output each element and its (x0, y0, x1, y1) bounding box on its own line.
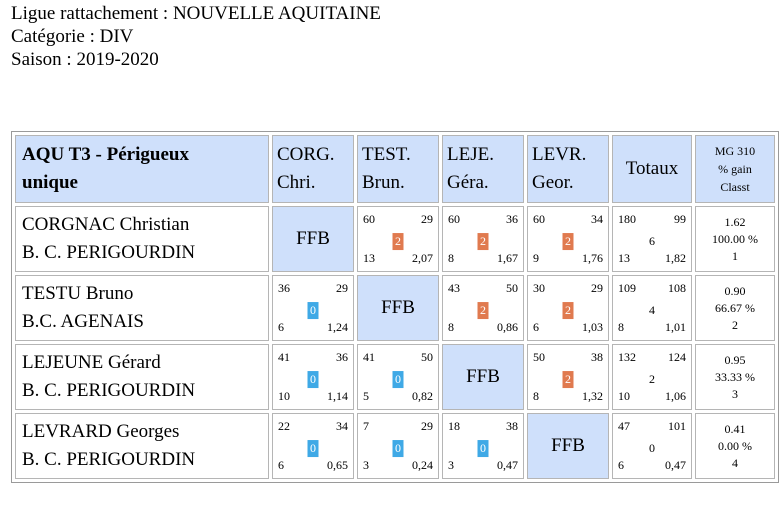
rank: 3 (732, 386, 738, 401)
score-cell (442, 206, 524, 272)
player-name: LEJEUNE Gérard (22, 352, 161, 373)
total-average: 1,01 (665, 320, 686, 334)
ligue-line: Ligue rattachement : NOUVELLE AQUITAINE (11, 3, 381, 24)
points-against: 38 (591, 350, 603, 364)
stat-header (695, 135, 775, 203)
average-value: 1,76 (582, 251, 603, 265)
total-innings: 8 (618, 320, 624, 334)
innings-count: 3 (363, 458, 369, 472)
categorie-line: Catégorie : DIV (11, 26, 134, 47)
column-header-line1: LEJE. (447, 144, 494, 165)
points-for: 18 (448, 419, 460, 433)
player-cell (15, 206, 269, 272)
innings-count: 8 (533, 389, 539, 403)
rank: 1 (732, 248, 738, 263)
points-against: 38 (506, 419, 518, 433)
average-value: 2,07 (412, 251, 433, 265)
total-match-points: 6 (649, 234, 655, 249)
player-cell (15, 413, 269, 479)
pct-gain: 33.33 % (715, 369, 755, 384)
innings-count: 5 (363, 389, 369, 403)
player-cell (15, 275, 269, 341)
player-name: TESTU Bruno (22, 283, 134, 304)
mg-value: 0.41 (724, 421, 746, 436)
column-header (442, 135, 524, 203)
points-against: 29 (421, 212, 433, 226)
points-for: 60 (363, 212, 375, 226)
total-innings: 13 (618, 251, 630, 265)
column-header-line2: Géra. (447, 172, 489, 193)
average-value: 0,24 (412, 458, 433, 472)
stat-cell (695, 344, 775, 410)
column-header-line1: TEST. (362, 144, 411, 165)
score-cell (442, 413, 524, 479)
ffb-cell: FFB (442, 344, 524, 410)
team-header (15, 135, 269, 203)
match-points-badge: 2 (563, 371, 574, 388)
points-for: 41 (363, 350, 375, 364)
stat-cell (695, 413, 775, 479)
total-points-against: 101 (668, 419, 686, 433)
points-for: 50 (533, 350, 545, 364)
player-club: B. C. PERIGOURDIN (22, 380, 196, 401)
points-against: 29 (336, 281, 348, 295)
average-value: 0,47 (497, 458, 518, 472)
score-cell (527, 344, 609, 410)
table-row (15, 275, 775, 341)
table-row (15, 206, 775, 272)
total-innings: 6 (618, 458, 624, 472)
total-average: 1,82 (665, 251, 686, 265)
average-value: 1,24 (327, 320, 348, 334)
score-cell (527, 206, 609, 272)
innings-count: 8 (448, 251, 454, 265)
average-value: 0,82 (412, 389, 433, 403)
average-value: 0,65 (327, 458, 348, 472)
score-cell (272, 344, 354, 410)
points-for: 30 (533, 281, 545, 295)
results-table (11, 131, 779, 483)
average-value: 1,32 (582, 389, 603, 403)
score-cell (357, 344, 439, 410)
average-value: 1,03 (582, 320, 603, 334)
player-club: B. C. PERIGOURDIN (22, 449, 196, 470)
column-header-line2: Chri. (277, 172, 316, 193)
match-points-badge: 2 (478, 233, 489, 250)
total-points-for: 109 (618, 281, 636, 295)
stat-header-rank: Classt (720, 180, 750, 194)
player-club: B.C. AGENAIS (22, 311, 144, 332)
points-for: 7 (363, 419, 369, 433)
rank: 2 (732, 317, 738, 332)
score-cell (527, 275, 609, 341)
points-for: 60 (448, 212, 460, 226)
mg-value: 0.95 (724, 352, 746, 367)
total-points-against: 124 (668, 350, 686, 364)
column-header-line1: LEVR. (532, 144, 587, 165)
total-innings: 10 (618, 389, 630, 403)
team-name: AQU T3 - Périgueux (22, 144, 189, 165)
points-against: 34 (336, 419, 348, 433)
total-average: 1,06 (665, 389, 686, 403)
points-against: 34 (591, 212, 603, 226)
total-points-against: 108 (668, 281, 686, 295)
average-value: 1,67 (497, 251, 518, 265)
match-points-badge: 0 (308, 440, 319, 457)
points-for: 60 (533, 212, 545, 226)
innings-count: 6 (278, 320, 284, 334)
column-header-line1: CORG. (277, 144, 335, 165)
ffb-cell: FFB (357, 275, 439, 341)
table-row (15, 344, 775, 410)
totals-cell (612, 275, 692, 341)
total-match-points: 4 (649, 303, 655, 318)
points-against: 36 (506, 212, 518, 226)
column-header (357, 135, 439, 203)
points-for: 22 (278, 419, 290, 433)
page-header (11, 2, 381, 71)
totaux-header: Totaux (612, 135, 692, 203)
player-club: B. C. PERIGOURDIN (22, 242, 196, 263)
total-points-for: 132 (618, 350, 636, 364)
points-against: 50 (421, 350, 433, 364)
stat-cell (695, 206, 775, 272)
innings-count: 13 (363, 251, 375, 265)
innings-count: 6 (533, 320, 539, 334)
points-against: 50 (506, 281, 518, 295)
innings-count: 10 (278, 389, 290, 403)
player-name: LEVRARD Georges (22, 421, 180, 442)
match-points-badge: 2 (563, 302, 574, 319)
totals-cell (612, 413, 692, 479)
points-against: 36 (336, 350, 348, 364)
score-cell (272, 413, 354, 479)
match-points-badge: 2 (393, 233, 404, 250)
average-value: 0,86 (497, 320, 518, 334)
total-match-points: 0 (649, 441, 655, 456)
table-header-row (15, 135, 775, 203)
column-header-line2: Geor. (532, 172, 574, 193)
score-cell (357, 413, 439, 479)
player-name: CORGNAC Christian (22, 214, 190, 235)
innings-count: 8 (448, 320, 454, 334)
pct-gain: 100.00 % (712, 231, 758, 246)
rank: 4 (732, 455, 738, 470)
points-for: 36 (278, 281, 290, 295)
column-header (272, 135, 354, 203)
stat-cell (695, 275, 775, 341)
score-cell (272, 275, 354, 341)
average-value: 1,14 (327, 389, 348, 403)
match-points-badge: 0 (308, 371, 319, 388)
total-points-for: 180 (618, 212, 636, 226)
mg-value: 0.90 (724, 283, 746, 298)
innings-count: 3 (448, 458, 454, 472)
pct-gain: 0.00 % (718, 438, 752, 453)
total-points-for: 47 (618, 419, 630, 433)
match-points-badge: 2 (478, 302, 489, 319)
points-against: 29 (591, 281, 603, 295)
total-points-against: 99 (674, 212, 686, 226)
player-cell (15, 344, 269, 410)
match-points-badge: 0 (393, 371, 404, 388)
stat-header-pct: % gain (718, 162, 752, 176)
match-points-badge: 0 (393, 440, 404, 457)
ffb-cell: FFB (527, 413, 609, 479)
ffb-cell: FFB (272, 206, 354, 272)
match-points-badge: 0 (308, 302, 319, 319)
points-against: 29 (421, 419, 433, 433)
total-match-points: 2 (649, 372, 655, 387)
points-for: 43 (448, 281, 460, 295)
column-header-line2: Brun. (362, 172, 405, 193)
match-points-badge: 2 (563, 233, 574, 250)
stat-header-mg: MG 310 (714, 144, 756, 158)
innings-count: 6 (278, 458, 284, 472)
total-average: 0,47 (665, 458, 686, 472)
mg-value: 1.62 (724, 214, 746, 229)
table-row (15, 413, 775, 479)
totals-cell (612, 344, 692, 410)
innings-count: 9 (533, 251, 539, 265)
column-header (527, 135, 609, 203)
totals-cell (612, 206, 692, 272)
pct-gain: 66.67 % (715, 300, 755, 315)
score-cell (357, 206, 439, 272)
saison-line: Saison : 2019-2020 (11, 49, 159, 70)
points-for: 41 (278, 350, 290, 364)
team-subname: unique (22, 172, 78, 193)
match-points-badge: 0 (478, 440, 489, 457)
score-cell (442, 275, 524, 341)
